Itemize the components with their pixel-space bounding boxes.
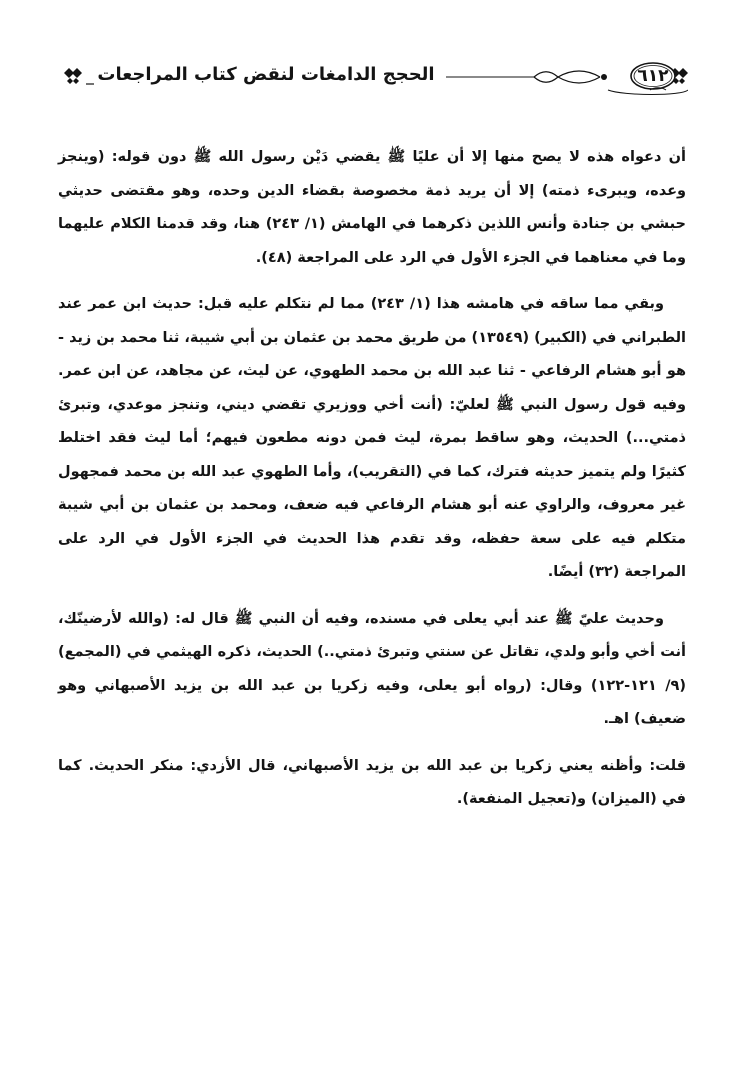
running-header — [64, 60, 688, 100]
paragraph: أن دعواه هذه لا يصح منها إلا أن عليًا ﷺ يقضي دَيْن رسول الله ﷺ دون قوله: (وينجز وعده، ويبرىء ذمته) إلا أن يريد ذمة مخصوصة بقضاء الدين وحده، وهو مقتضى حديثي حبشي بن جنادة وأنس اللذين ذكرهما في الهامش (١/ ٢٤٣) هنا، وقد قدمنا الكلام عليهما وما في معناهما في الجزء الأول في الرد على المراجعة (٤٨). — [58, 149, 686, 266]
paragraph: وحديث عليّ ﷺ عند أبي يعلى في مسنده، وفيه أن النبي ﷺ قال له: (والله لأرضينّك، أنت أخي وأبو ولدي، تقاتل عن سنتي وتبرئ ذمتي..) الحديث، ذكره الهيثمي في (المجمع) (٩/ ١٢١-١٢٢) وقال: (رواه أبو يعلى، وفيه زكريا بن عبد الله بن يزيد الأصبهاني وهو ضعيف) اهـ. — [58, 610, 686, 727]
page-body — [58, 141, 686, 830]
paragraph: وبقي مما ساقه في هامشه هذا (١/ ٢٤٣) مما لم نتكلم عليه قبل: حديث ابن عمر عند الطبراني في (الكبير) (١٣٥٤٩) من طريق محمد بن عثمان بن أبي شيبة، ثنا محمد بن زيد - هو أبو هشام الرفاعي - ثنا عبد الله بن محمد الطهوي، عن ليث، عن مجاهد، عن ابن عمر. وفيه قول رسول النبي ﷺ لعليّ: (أنت أخي ووزيري تقضي ديني، وتنجز موعدي، وتبرئ ذمتي...) الحديث، وهو ساقط بمرة، ليث فمن دونه مطعون فيهم؛ أما ليث فقد اختلط كثيرًا ولم يتميز حديثه فترك، كما في (التقريب)، وأما الطهوي عبد الله بن محمد فمجهول غير معروف، والراوي عنه أبو هشام الرفاعي فيه ضعف، ومحمد بن عثمان بن أبي شيبة متكلم فيه على سعة حفظه، وقد تقدم هذا الحديث في الجزء الأول في الرد على المراجعة (٣٢) أيضًا. — [58, 296, 686, 580]
page-number: ٦١٢ — [637, 66, 669, 86]
paragraph: قلت: وأظنه يعني زكريا بن عبد الله بن يزيد الأصبهاني، قال الأزدي: منكر الحديث. كما في (الميزان) و(تعجيل المنفعة). — [58, 757, 686, 807]
running-title: الحجج الدامغات لنقض كتاب المراجعات — [97, 64, 435, 85]
